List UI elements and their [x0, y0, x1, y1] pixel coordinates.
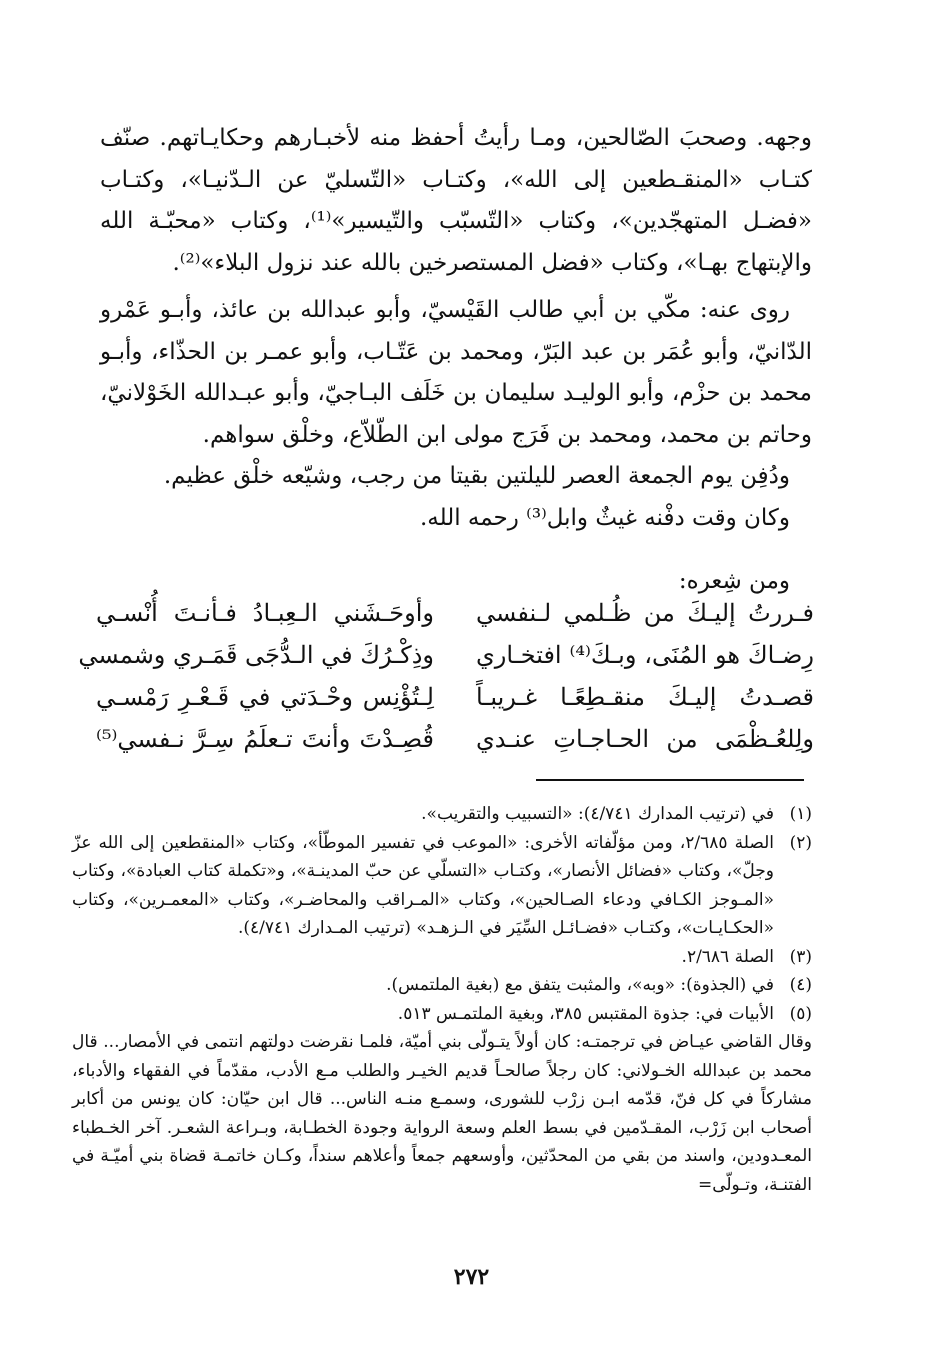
poem [78, 592, 814, 760]
footnote-item [72, 943, 812, 972]
verse-second-hemistich: وذِكْـرُكَ في الـدُّجَى قَمَـري وشمسي [78, 641, 434, 669]
poem-verse [96, 676, 814, 718]
verse-first-hemistich: قصـدتُ إليـكَ منقـطِعًـا غـريبـاً [476, 683, 814, 711]
footnote-text: الصلة ٢/٦٨٦. [681, 946, 774, 967]
page-number: ٢٧٢ [453, 1264, 490, 1290]
poem-verse [78, 634, 814, 676]
footnote-item [72, 829, 812, 943]
verse-second-hemistich: وأوحَـشَني الـعِبـادُ فـأنـتَ أُنْسـي [96, 599, 434, 627]
footnote-separator [536, 779, 804, 781]
verse-first-hemistich: رِضـاكَ هو المُنَى، وبـكَ⁽⁴⁾ افتخـاري [476, 641, 814, 669]
footnote-item [72, 971, 812, 1000]
footnote-number: (٢) [789, 832, 812, 853]
paragraph-burial-time: وكان وقت دفْنه غيثٌ وابل⁽³⁾ رحمه الله. [419, 504, 790, 531]
verse-first-hemistich: ولِلعُـظْمَى من الحـاجـاتِ عنـدي [476, 725, 814, 753]
footnote-number: (٥) [789, 1003, 812, 1024]
footnote-item [72, 800, 812, 829]
paragraph-burial: ودُفِن يوم الجمعة العصر لليلتين بقيتا من رجب، وشيّعه خلْق عظيم. [163, 463, 790, 489]
paragraph-narrators: روى عنه: مكّي بن أبي طالب القَيْسيّ، وأبو عبدالله بن عائذ، وأبـو عَمْرو الدّانيّ، وأبو عُمَر بن عبد البَرّ، ومحمد بن عَتّـاب، وأبو عمـر بن الحذّاء، وأبـو محمد بن حزْم، وأبو الوليـد سليمان بن خَلَف البـاجيّ، وأبو عبـدالله الخَوْلانيّ، وحاتم بن محمد، ومحمد بن فَرَج مولى ابن الطّلاّع، وخلْق سواهم. [100, 297, 812, 448]
footnote-text: في (ترتيب المدارك ٤/٧٤١): «التسبيب والتقريب». [421, 804, 774, 824]
verse-second-hemistich: لِـتُؤْنِس وحْـدَتي في قَـعْـرِ رَمْسـي [96, 683, 434, 711]
footnote-text: في (الجذوة): «وبه»، والمثبت يتفق مع (بغية الملتمس). [386, 975, 774, 995]
footnote-number: (٣) [789, 946, 812, 967]
verse-first-hemistich: فـررتُ إليـكَ من ظُـلمي لـنفسي [476, 599, 814, 627]
footnote-text: الأبيات في: جذوة المقتبس ٣٨٥، وبغية الملتمـس ٥١٣. [397, 1003, 774, 1024]
poem-verse [96, 592, 814, 634]
main-text-block [100, 118, 812, 603]
paragraph-biography: وجهه. وصحبَ الصّالحين، ومـا رأيتُ أحفظ منه لأخبـارهم وحكايـاتهم. صنّف كتـاب «المنقـطعين إلى الله»، وكتـاب «التّسليّ عن الـدّنيـا»، وكتـاب «فضـل المتهجّدين»، وكتاب «التّسبّب والتّيسير»⁽¹⁾، وكتاب «محبّـة الله والإبتهاج بهـا»، وكتاب «فضل المستصرخين بالله عند نزول البلاء»⁽²⁾. [100, 125, 812, 276]
footnotes [72, 800, 812, 1199]
poetry-intro: ومن شِعره: [678, 568, 790, 594]
poem-verse [96, 718, 814, 760]
footnote-text: الصلة ٢/٦٨٥، ومن مؤلّفاته الأخرى: «الموعب في تفسير الموطّأ»، وكتاب «المنقطعين إلى الله عزّ وجلّ»، وكتاب «فضائل الأنصار»، وكتـاب «التسلّي عن حبّ المدينـة»، و«تكملة كتاب العبادة»، وكتاب «المـوجز الكـافي ودعاء الصـالحين»، وكتاب «المـراقب والمحاضـر»، وكتاب «المعمـرين»، وكتاب «الحكـايـات»، وكتـاب «فضـائـل السِّيَر في الـزهـد» (ترتيب المـدارك ٤/٧٤١). [72, 832, 774, 938]
footnote-continuation: وقال القاضي عيـاض في ترجمتـه: كان أولاً يتـولّى بني أميّة، فلمـا نقرضت دولتهم انتمى في الأمصار... قال محمد بن عبدالله الخـولاني: كان رجلاً صالحـاً قديم الخيـر والطلب مـع الأدب، مقدّماً في الفقهاء والأدباء، مشاركاً في كل فنّ، قدّمه ابـن زرْب للشورى، وسمـع منـه الناس... قال ابن حيّان: كان يونس من أكابر أصحاب ابن زَرْب، المقـدّمين في بسط العلم وسعة الرواية وجودة الخطـابة، وبـراعة الشعـر. آخر الخـطباء المعـدودين، واسند من بقي من المحدّثين، وأوسعهم جمعاً وأعلاهم سنداً، وكـان خاتمـة قضاة بني أميّـة في الفتنـة، وتـولّى= [72, 1032, 812, 1195]
verse-second-hemistich: قُصِـدْتَ وأنتَ تـعلَمُ سِـرَّ نـفسي⁽⁵⁾ [96, 725, 434, 753]
footnote-number: (١) [789, 804, 812, 824]
footnote-number: (٤) [789, 975, 812, 995]
footnote-item [72, 1000, 812, 1029]
